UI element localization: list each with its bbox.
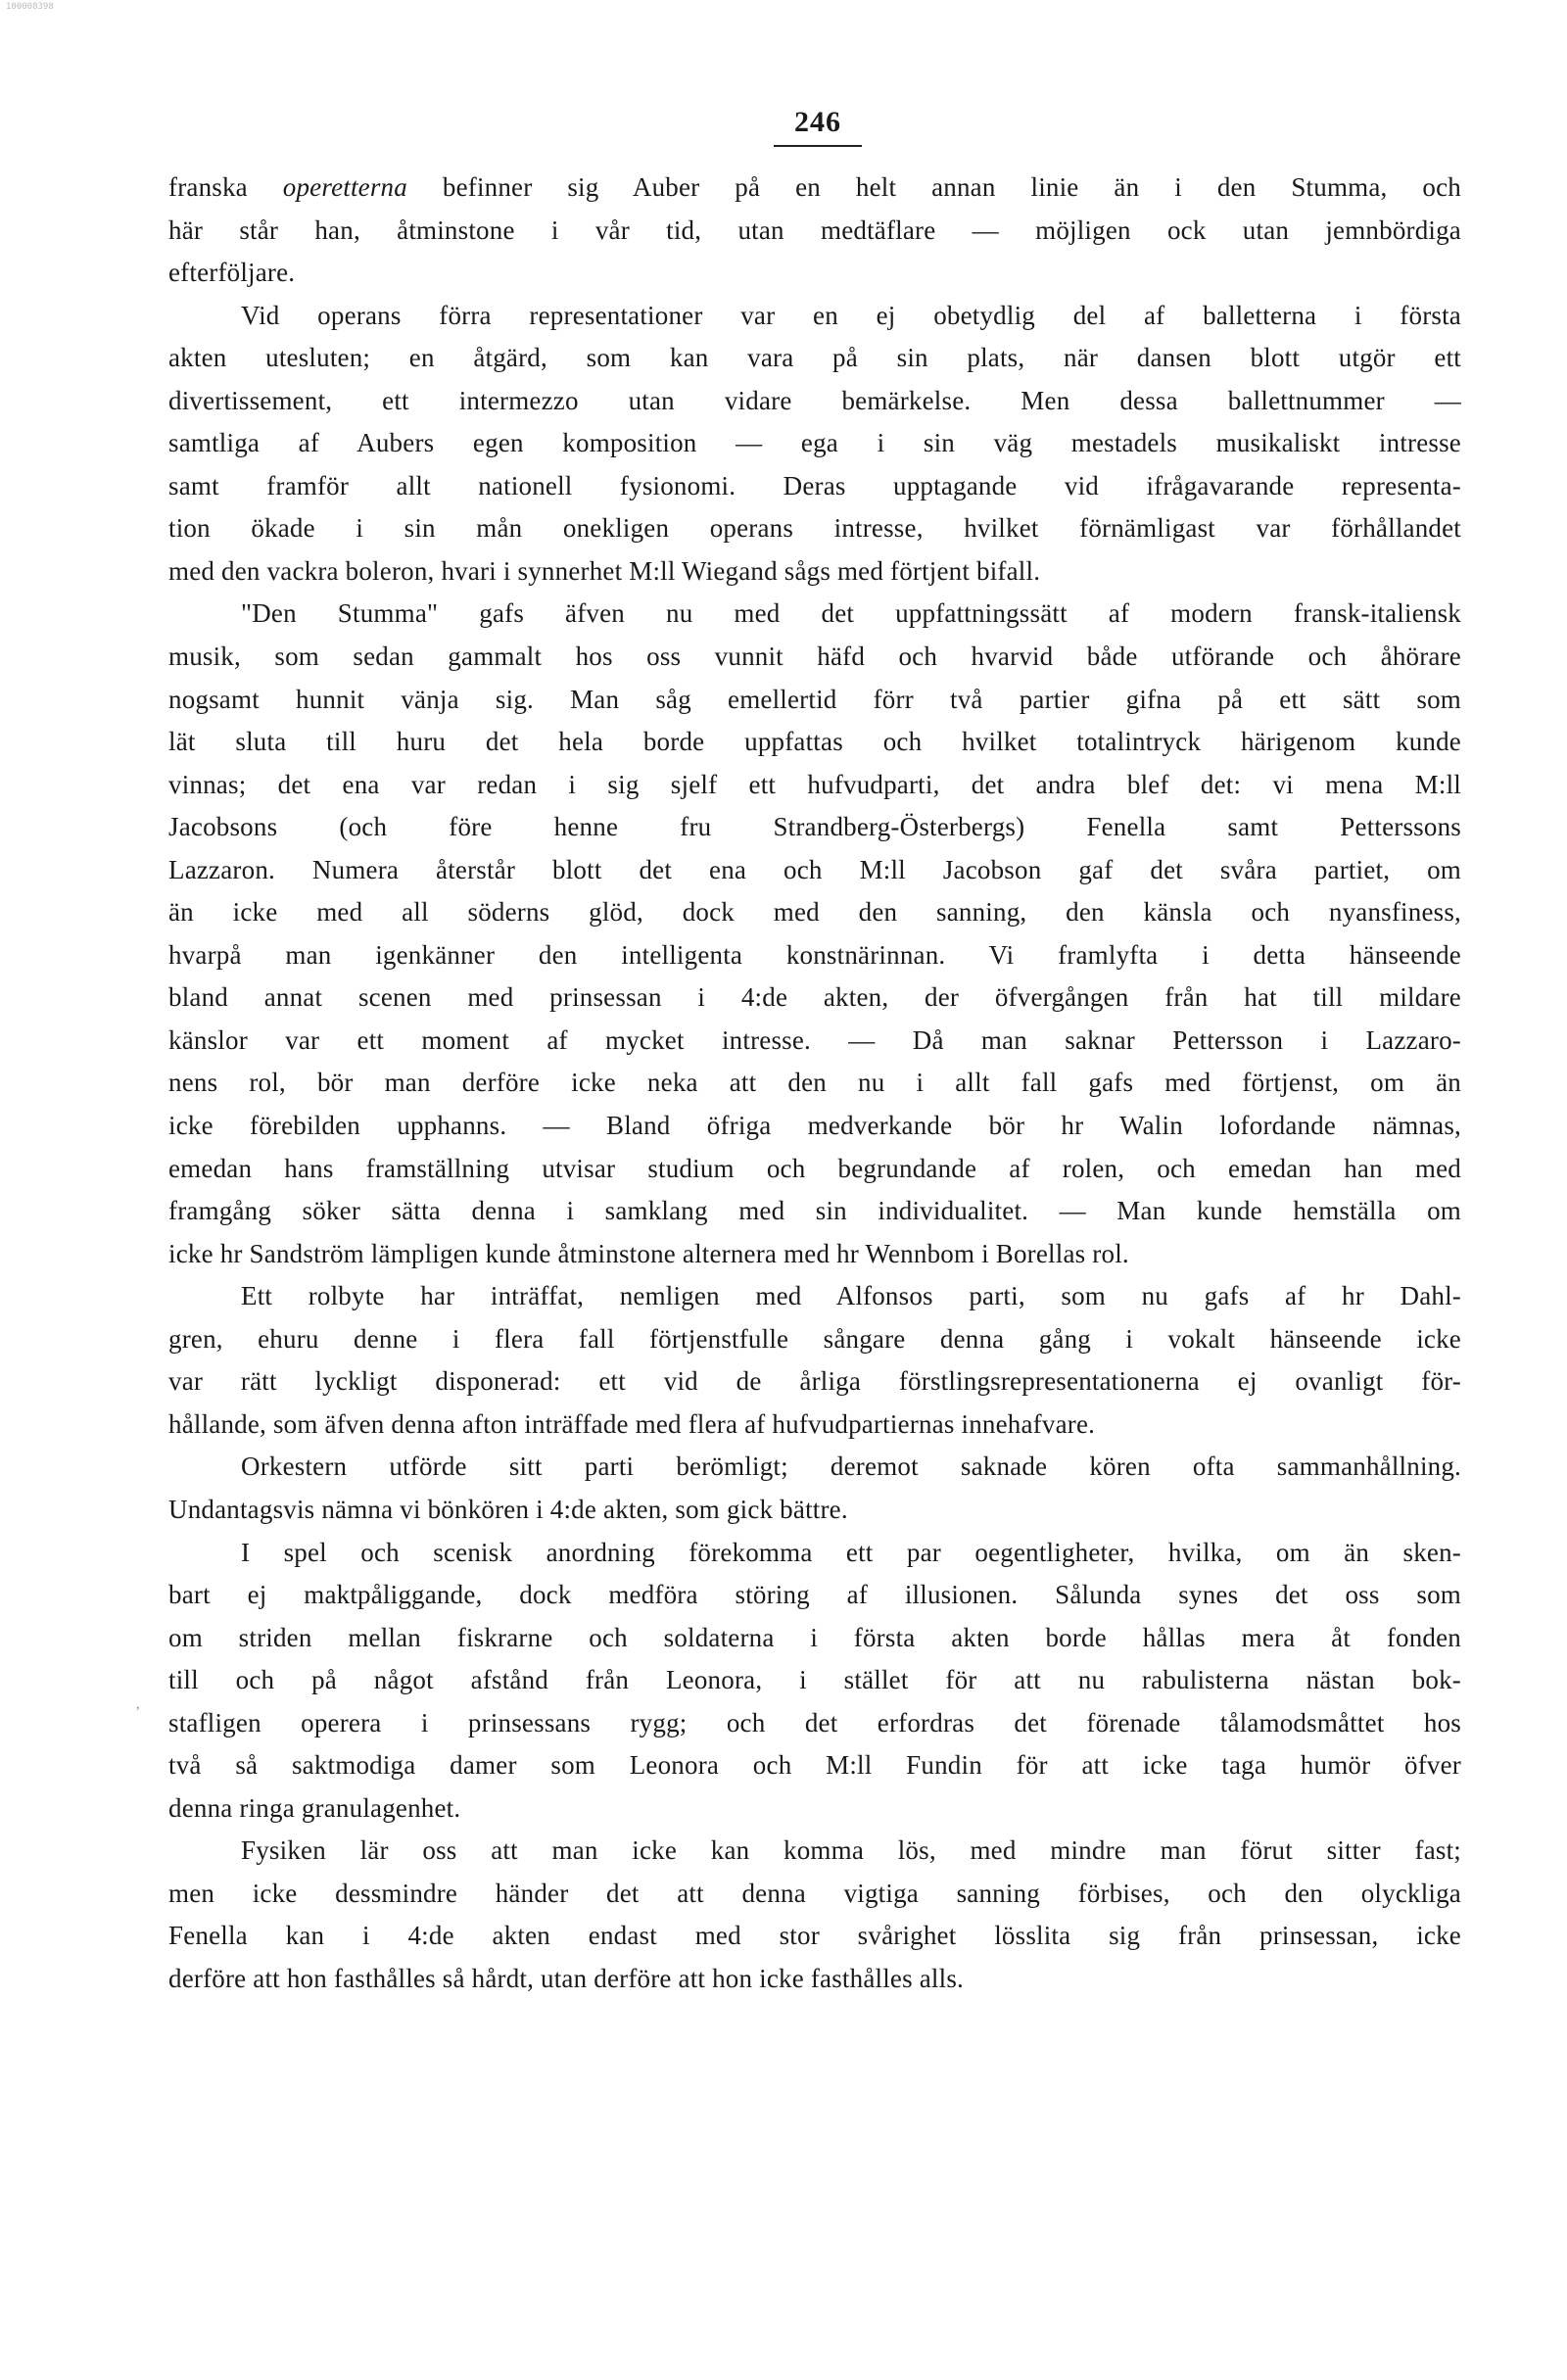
text-line: samt framför allt nationell fysionomi. Deras upptagande vid ifrågavarande representa- xyxy=(168,470,1461,500)
text-line: nogsamt hunnit vänja sig. Man såg emellertid förr två partier gifna på ett sätt som xyxy=(168,684,1461,714)
text-line: nens rol, bör man derföre icke neka att den nu i allt fall gafs med förtjenst, om än xyxy=(168,1068,1461,1098)
text-line: om striden mellan fiskrarne och soldaterna i första akten borde hållas mera åt fonden xyxy=(168,1622,1461,1652)
text-line: till och på något afstånd från Leonora, i stället för att nu rabulisterna nästan bok- xyxy=(168,1665,1461,1695)
paragraph-start-line: I spel och scenisk anordning förekomma ett par oegentligheter, hvilka, om än sken- xyxy=(241,1537,1461,1567)
text-line: samtliga af Aubers egen komposition — ega i sin väg mestadels musikaliskt intresse xyxy=(168,428,1461,458)
paragraph-start-line: "Den Stumma" gafs äfven nu med det uppfattningssätt af modern fransk-italiensk xyxy=(241,598,1461,629)
italic-word: operetterna xyxy=(282,172,407,202)
scan-label: 100008398 xyxy=(6,2,54,12)
text-line: hvarpå man igenkänner den intelligenta konstnärinnan. Vi framlyfta i detta hänseende xyxy=(168,939,1461,970)
text-line: Jacobsons (och före henne fru Strandberg-Österbergs) Fenella samt Petterssons xyxy=(168,812,1461,842)
text-line: gren, ehuru denne i flera fall förtjenstfulle sångare denna gång i vokalt hänseende icke xyxy=(168,1323,1461,1354)
margin-mark: ’ xyxy=(135,1704,141,1721)
text-line: lät sluta till huru det hela borde uppfattas och hvilket totalintryck härigenom kunde xyxy=(168,727,1461,757)
text-line: Lazzaron. Numera återstår blott det ena och M:ll Jacobson gaf det svåra partiet, om xyxy=(168,854,1461,884)
text-line: känslor var ett moment af mycket intresse. — Då man saknar Pettersson i Lazzaro- xyxy=(168,1024,1461,1055)
page-number: 246 xyxy=(794,106,841,138)
text-line: Fenella kan i 4:de akten endast med stor svårighet lösslita sig från prinsessan, icke xyxy=(168,1921,1461,1951)
paragraph-start-line: Vid operans förra representationer var en ej obetydlig del af balletterna i första xyxy=(241,300,1461,330)
body-text xyxy=(168,167,1461,2001)
paragraph-start-line: Orkestern utförde sitt parti berömligt; deremot saknade kören ofta sammanhållning. xyxy=(241,1452,1461,1482)
text-line: derföre att hon fasthålles så hårdt, utan derföre att hon icke fasthålles alls. xyxy=(168,1963,964,1993)
text-line: divertissement, ett intermezzo utan vidare bemärkelse. Men dessa ballettnummer — xyxy=(168,385,1461,415)
paragraph-start-line: Ett rolbyte har inträffat, nemligen med Alfonsos parti, som nu gafs af hr Dahl- xyxy=(241,1281,1461,1311)
text-line: här står han, åtminstone i vår tid, utan medtäflare — möjligen ock utan jemnbördiga xyxy=(168,214,1461,245)
text-line: än icke med all söderns glöd, dock med den sanning, den känsla och nyansfiness, xyxy=(168,897,1461,928)
text-line: icke hr Sandström lämpligen kunde åtminstone alternera med hr Wennbom i Borellas rol. xyxy=(168,1238,1129,1268)
text-line: var rätt lyckligt disponerad: ett vid de årliga förstlingsrepresentationerna ej ovanligt för- xyxy=(168,1366,1461,1397)
text-line: denna ringa granulagenhet. xyxy=(168,1792,461,1823)
text-line: stafligen operera i prinsessans rygg; och det erfordras det förenade tålamodsmåttet hos xyxy=(168,1707,1461,1737)
text-line: Undantagsvis nämna vi bönkören i 4:de akten, som gick bättre. xyxy=(168,1494,848,1524)
text-line: med den vackra boleron, hvari i synnerhet M:ll Wiegand sågs med förtjent bifall. xyxy=(168,555,1041,586)
text-line: icke förebilden upphanns. — Bland öfriga medverkande bör hr Walin lofordande nämnas, xyxy=(168,1111,1461,1141)
text-line: efterföljare. xyxy=(168,258,296,288)
text-line: tion ökade i sin mån onekligen operans intresse, hvilket förnämligast var förhållandet xyxy=(168,513,1461,544)
paragraph-start-line: Fysiken lär oss att man icke kan komma lös, med mindre man förut sitter fast; xyxy=(241,1835,1461,1866)
text-line: men icke dessmindre händer det att denna vigtiga sanning förbises, och den olyckliga xyxy=(168,1878,1461,1908)
text-line: emedan hans framställning utvisar studium och begrundande af rolen, och emedan han med xyxy=(168,1153,1461,1183)
text-line: vinnas; det ena var redan i sig sjelf ett hufvudparti, det andra blef det: vi mena M:ll xyxy=(168,769,1461,799)
text-line: bland annat scenen med prinsessan i 4:de akten, der öfvergången från hat till mildare xyxy=(168,982,1461,1013)
text-line: två så saktmodiga damer som Leonora och M:ll Fundin för att icke taga humör öfver xyxy=(168,1750,1461,1781)
text-line: hållande, som äfven denna afton inträffade med flera af hufvudpartiernas innehafvare. xyxy=(168,1408,1096,1439)
text-line: framgång söker sätta denna i samklang med sin individualitet. — Man kunde hemställa om xyxy=(168,1196,1461,1226)
text-line: bart ej maktpåliggande, dock medföra störing af illusionen. Sålunda synes det oss som xyxy=(168,1580,1461,1610)
page-number-rule xyxy=(774,145,862,147)
text-line: akten utesluten; en åtgärd, som kan vara på sin plats, när dansen blott utgör ett xyxy=(168,343,1461,373)
text-line: musik, som sedan gammalt hos oss vunnit häfd och hvarvid både utförande och åhörare xyxy=(168,642,1461,672)
text-line: franska operetterna befinner sig Auber på en helt annan linie än i den Stumma, och xyxy=(168,172,1461,202)
